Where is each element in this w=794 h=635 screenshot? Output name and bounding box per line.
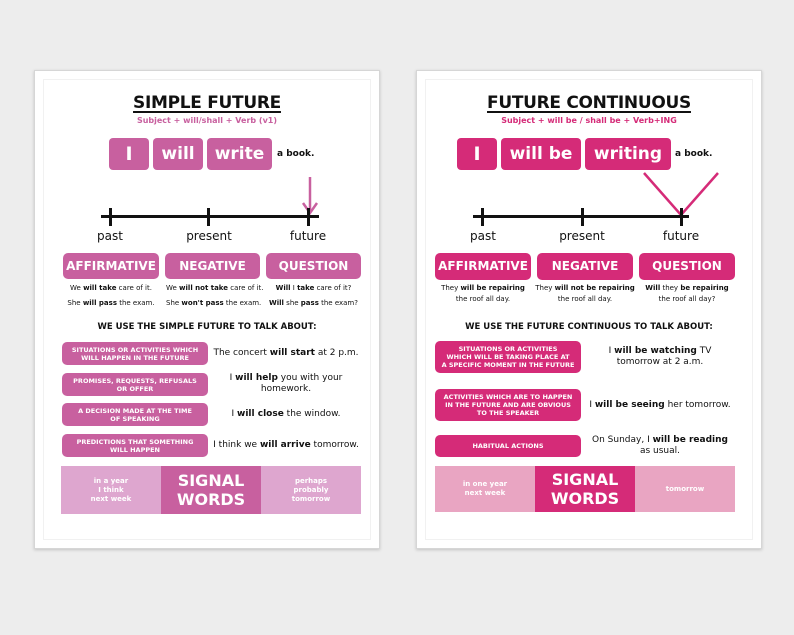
usage-category-2: ACTIVITIES WHICH ARE TO HAPPEN IN THE FUTURE AND ARE OBVIOUS TO THE SPEAKER	[435, 389, 581, 421]
usage-category-4: PREDICTIONS THAT SOMETHING WILL HAPPEN	[62, 434, 208, 457]
usage-title: WE USE THE SIMPLE FUTURE TO TALK ABOUT:	[97, 322, 317, 332]
timeline-label-past: past	[97, 229, 123, 243]
header-affirmative: AFFIRMATIVE	[63, 253, 159, 279]
down-arrow-icon	[300, 177, 320, 217]
timeline-tick-future	[680, 208, 683, 226]
signal-words-panel	[61, 466, 361, 514]
usage-category-2: PROMISES, REQUESTS, REFUSALS OR OFFER	[62, 373, 208, 396]
timeline-label-past: past	[470, 229, 496, 243]
example-question-2: Will she pass the exam?	[269, 299, 358, 307]
signal-words-right: perhaps probably tomorrow	[261, 466, 361, 514]
header-question: QUESTION	[639, 253, 735, 280]
timeline-label-present: present	[559, 229, 605, 243]
timeline-label-present: present	[186, 229, 232, 243]
simple-future-poster	[35, 71, 379, 548]
timeline-tick-future	[307, 208, 310, 226]
signal-words-left: in one year next week	[435, 466, 535, 512]
word-box-subject: I	[109, 138, 149, 170]
timeline	[101, 215, 319, 218]
usage-category-3: HABITUAL ACTIONS	[435, 435, 581, 457]
example-affirmative-2: She will pass the exam.	[67, 299, 155, 307]
formula: Subject + will/shall + Verb (v1)	[136, 116, 278, 125]
future-continuous-poster	[417, 71, 761, 548]
example-negative-1: We will not take care of it.	[166, 284, 264, 292]
signal-words-left: in a year I think next week	[61, 466, 161, 514]
sentence-tail: a book.	[277, 149, 315, 159]
signal-words-title: SIGNAL WORDS	[535, 466, 635, 512]
usage-category-1: SITUATIONS OR ACTIVITIES WHICH WILL HAPPEN IN THE FUTURE	[62, 342, 208, 365]
header-negative: NEGATIVE	[537, 253, 633, 280]
sentence-tail: a book.	[675, 149, 713, 159]
timeline-tick-past	[481, 208, 484, 226]
header-negative: NEGATIVE	[165, 253, 260, 279]
example-question: Will they be repairing the roof all day?	[645, 284, 729, 303]
usage-sentence-1: I will be watching TV tomorrow at 2 a.m.	[608, 346, 712, 367]
usage-sentence-1: The concert will start at 2 p.m.	[213, 348, 359, 358]
usage-sentence-4: I think we will arrive tomorrow.	[213, 440, 359, 450]
word-box-auxiliary: will	[153, 138, 203, 170]
timeline-tick-present	[207, 208, 210, 226]
right-poster-frame	[416, 70, 762, 549]
header-affirmative: AFFIRMATIVE	[435, 253, 531, 280]
timeline-label-future: future	[289, 229, 327, 243]
signal-words-right: tomorrow	[635, 466, 735, 512]
left-poster-frame	[34, 70, 380, 549]
timeline-tick-present	[581, 208, 584, 226]
signal-words-panel	[435, 466, 735, 512]
usage-category-1: SITUATIONS OR ACTIVITIES WHICH WILL BE TAKING PLACE AT A SPECIFIC MOMENT IN THE FUTURE	[435, 341, 581, 373]
usage-sentence-3: On Sunday, I will be reading as usual.	[592, 435, 728, 456]
example-question-1: Will I take care of it?	[275, 284, 352, 292]
example-negative-2: She won't pass the exam.	[166, 299, 262, 307]
poster-title: FUTURE CONTINUOUS	[487, 93, 691, 113]
poster-title: SIMPLE FUTURE	[133, 93, 281, 113]
header-question: QUESTION	[266, 253, 361, 279]
usage-sentence-2: I will be seeing her tomorrow.	[589, 399, 731, 410]
timeline-label-future: future	[662, 229, 700, 243]
word-box-verb: write	[207, 138, 272, 170]
word-box-auxiliary: will be	[501, 138, 581, 170]
word-box-verb: writing	[585, 138, 671, 170]
word-box-subject: I	[457, 138, 497, 170]
timeline-tick-past	[109, 208, 112, 226]
usage-category-3: A DECISION MADE AT THE TIME OF SPEAKING	[62, 403, 208, 426]
formula: Subject + will be / shall be + Verb+ING	[501, 116, 677, 125]
example-affirmative-1: We will take care of it.	[70, 284, 152, 292]
usage-sentence-3: I will close the window.	[231, 409, 341, 419]
example-negative: They will not be repairing the roof all day.	[535, 284, 635, 303]
usage-title: WE USE THE FUTURE CONTINUOUS TO TALK ABOUT:	[465, 322, 713, 332]
example-affirmative: They will be repairing the roof all day.	[441, 284, 525, 303]
signal-words-title: SIGNAL WORDS	[161, 466, 261, 514]
usage-sentence-2: I will help you with your homework.	[229, 373, 343, 394]
